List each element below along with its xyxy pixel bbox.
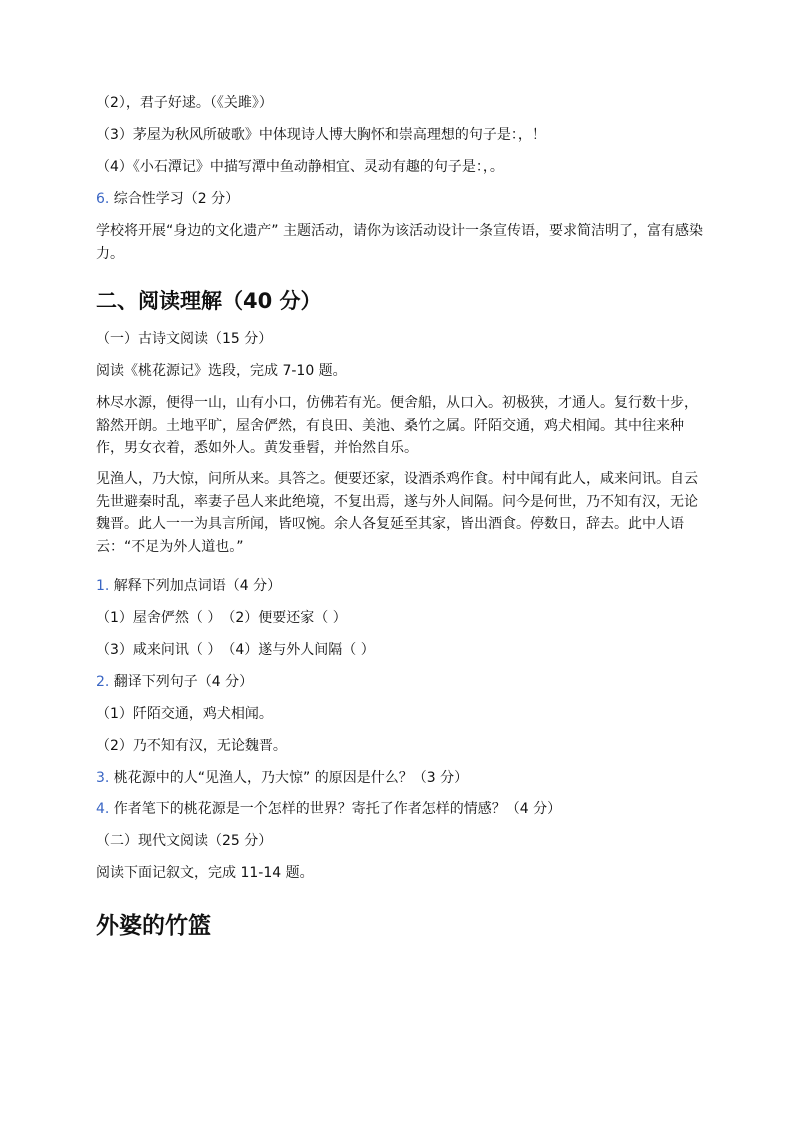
question-text: 桃花源中的人“见渔人，乃大惊” 的原因是什么？（3 分） [109,770,469,786]
question-number: 2. [96,674,110,690]
passage-paragraph: 见渔人，乃大惊，问所从来。具答之。便要还家，设酒杀鸡作食。村中闻有此人，咸来问讯。自云先世避秦时乱，率妻子邑人来此绝境，不复出焉，遂与外人间隔。问今是何世，乃不知有汉，无论魏晋。此人一一为具言所闻，皆叹惋。余人各复延至其家，皆出酒食。停数日，辞去。此中人语云：“不足为外人道也。” [96,471,698,555]
article-title: 外婆的竹篮 [96,913,211,939]
subsection-heading: （一）古诗文阅读（15 分） [96,331,273,347]
instruction-line: 阅读下面记叙文，完成 11-14 题。 [96,865,314,881]
question-number: 4. [96,801,110,817]
passage-paragraph: 林尽水源，便得一山，山有小口，仿佛若有光。便舍船，从口入。初极狭，才通人。复行数十步，豁然开朗。土地平旷，屋舍俨然，有良田、美池、桑竹之属。阡陌交通，鸡犬相闻。其中往来种作，男女衣着，悉如外人。黄发垂髫，并怡然自乐。 [96,395,698,456]
question-line: （3）茅屋为秋风所破歌》中体现诗人博大胸怀和崇高理想的句子是：，！ [96,127,546,143]
question-line: （2），君子好逑。（《关雎》） [96,95,273,111]
question-line: （3）咸来问讯（ ） （4）遂与外人间隔（ ） [96,642,375,658]
subsection-heading: （二）现代文阅读（25 分） [96,833,273,849]
question-text: 解释下列加点词语（4 分） [109,578,282,594]
question-text: 翻译下列句子（4 分） [109,674,254,690]
question-line: （1）屋舍俨然（ ） （2）便要还家（ ） [96,610,347,626]
question-number: 1. [96,578,110,594]
question-line: （1）阡陌交通，鸡犬相闻。 [96,706,273,722]
instruction-line: 阅读《桃花源记》选段，完成 7-10 题。 [96,363,347,379]
section-heading: 二、阅读理解（40 分） [96,289,322,313]
question-body: 学校将开展“身边的文化遗产” 主题活动，请你为该活动设计一条宣传语，要求简洁明了，富有感染力。 [96,223,703,262]
question-1 [96,575,281,597]
question-number: 6. [96,191,110,207]
question-4 [96,798,561,820]
question-6 [96,188,239,210]
question-line: （2）乃不知有汉，无论魏晋。 [96,738,287,754]
question-3 [96,767,468,789]
question-text: 作者笔下的桃花源是一个怎样的世界？寄托了作者怎样的情感？（4 分） [109,801,562,817]
question-line: （4）《小石潭记》中描写潭中鱼动静相宜、灵动有趣的句子是：，。 [96,159,504,175]
question-2 [96,671,253,693]
question-text: 综合性学习（2 分） [109,191,240,207]
question-number: 3. [96,770,110,786]
